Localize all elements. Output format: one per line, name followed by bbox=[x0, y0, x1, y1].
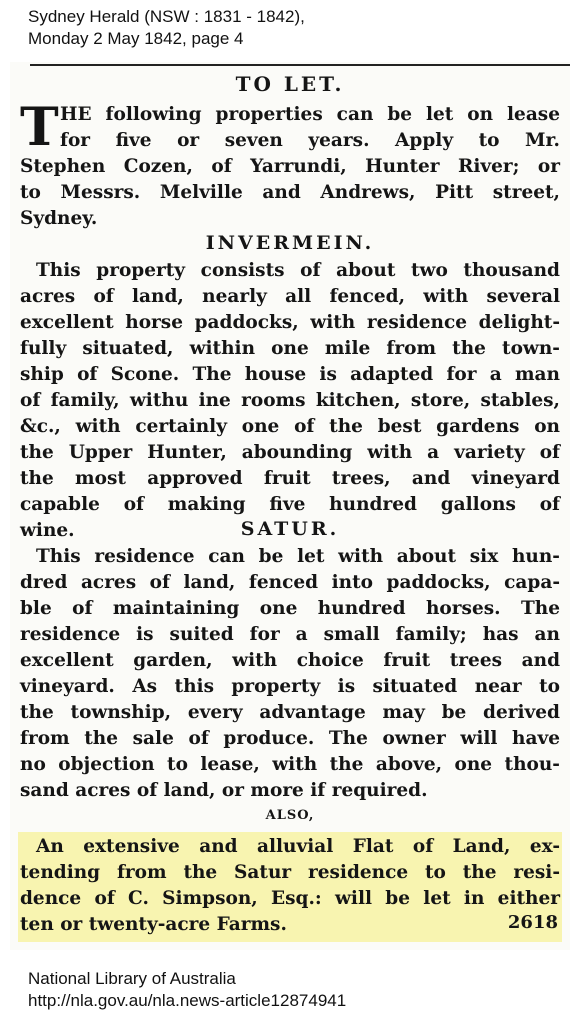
section2-line: from the sale of produce. The owner will have bbox=[20, 728, 560, 749]
section1-line: acres of land, nearly all fenced, with several bbox=[20, 286, 560, 307]
source-title: Sydney Herald (NSW : 1831 - 1842), bbox=[28, 7, 305, 26]
article-url: http://nla.gov.au/nla.news-article12874941 bbox=[28, 991, 347, 1010]
section1-line: of family, withu ine rooms kitchen, store, stables, bbox=[20, 390, 560, 411]
intro-line: Stephen Cozen, of Yarrundi, Hunter River; or bbox=[20, 156, 560, 177]
section3-last-line: ten or twenty-acre Farms. bbox=[20, 914, 287, 935]
library-name: National Library of Australia bbox=[28, 969, 236, 988]
section1-line: the most approved fruit trees, and vineyard bbox=[20, 468, 560, 489]
drop-cap: T bbox=[20, 97, 59, 158]
section2-line: excellent garden, with choice fruit trees and bbox=[20, 650, 560, 671]
section3-line: An extensive and alluvial Flat of Land, ex- bbox=[36, 836, 560, 857]
section1-line: capable of making five hundred gallons of bbox=[20, 494, 560, 515]
section2-line: residence is suited for a small family; has an bbox=[20, 624, 560, 645]
section1-last-word: wine. bbox=[20, 520, 75, 541]
section2-line: vineyard. As this property is situated near to bbox=[20, 676, 560, 697]
section2-line: This residence can be let with about six hun- bbox=[36, 546, 560, 567]
section1-line: &c., with certainly one of the best gardens on bbox=[20, 416, 560, 437]
section-title-satur: SATUR. bbox=[240, 518, 340, 540]
section3-line: tending from the Satur residence to the resi- bbox=[20, 862, 560, 883]
section2-line: ble of maintaining one hundred horses. The bbox=[20, 598, 560, 619]
source-date: Monday 2 May 1842, page 4 bbox=[28, 29, 244, 48]
intro-line: for five or seven years. Apply to Mr. bbox=[60, 130, 560, 151]
section-title-invermein: INVERMEIN. bbox=[205, 232, 375, 254]
also-label: ALSO, bbox=[265, 808, 315, 823]
section1-line: ship of Scone. The house is adapted for a man bbox=[20, 364, 560, 385]
section2-line: sand acres of land, or more if required. bbox=[20, 780, 428, 801]
intro-line: to Messrs. Melville and Andrews, Pitt street, bbox=[20, 182, 560, 203]
ad-reference-number: 2618 bbox=[507, 912, 558, 933]
section1-line: the Upper Hunter, abounding with a variety of bbox=[20, 442, 560, 463]
nla-caption bbox=[28, 968, 346, 1012]
section2-line: dred acres of land, fenced into paddocks, capa- bbox=[20, 572, 560, 593]
section2-line: no objection to lease, with the above, one thou- bbox=[20, 754, 560, 775]
article-heading: TO LET. bbox=[235, 72, 345, 96]
section1-line: fully situated, within one mile from the town- bbox=[20, 338, 560, 359]
section1-line: This property consists of about two thousand bbox=[36, 260, 560, 281]
section1-line: excellent horse paddocks, with residence delight- bbox=[20, 312, 560, 333]
intro-line: Sydney. bbox=[20, 208, 98, 229]
intro-line: HE following properties can be let on lease bbox=[60, 104, 560, 125]
top-rule bbox=[30, 64, 570, 66]
newspaper-clipping bbox=[10, 62, 570, 950]
source-caption bbox=[28, 6, 305, 50]
section2-line: the township, every advantage may be derived bbox=[20, 702, 560, 723]
section3-line: dence of C. Simpson, Esq.: will be let in either bbox=[20, 888, 560, 909]
